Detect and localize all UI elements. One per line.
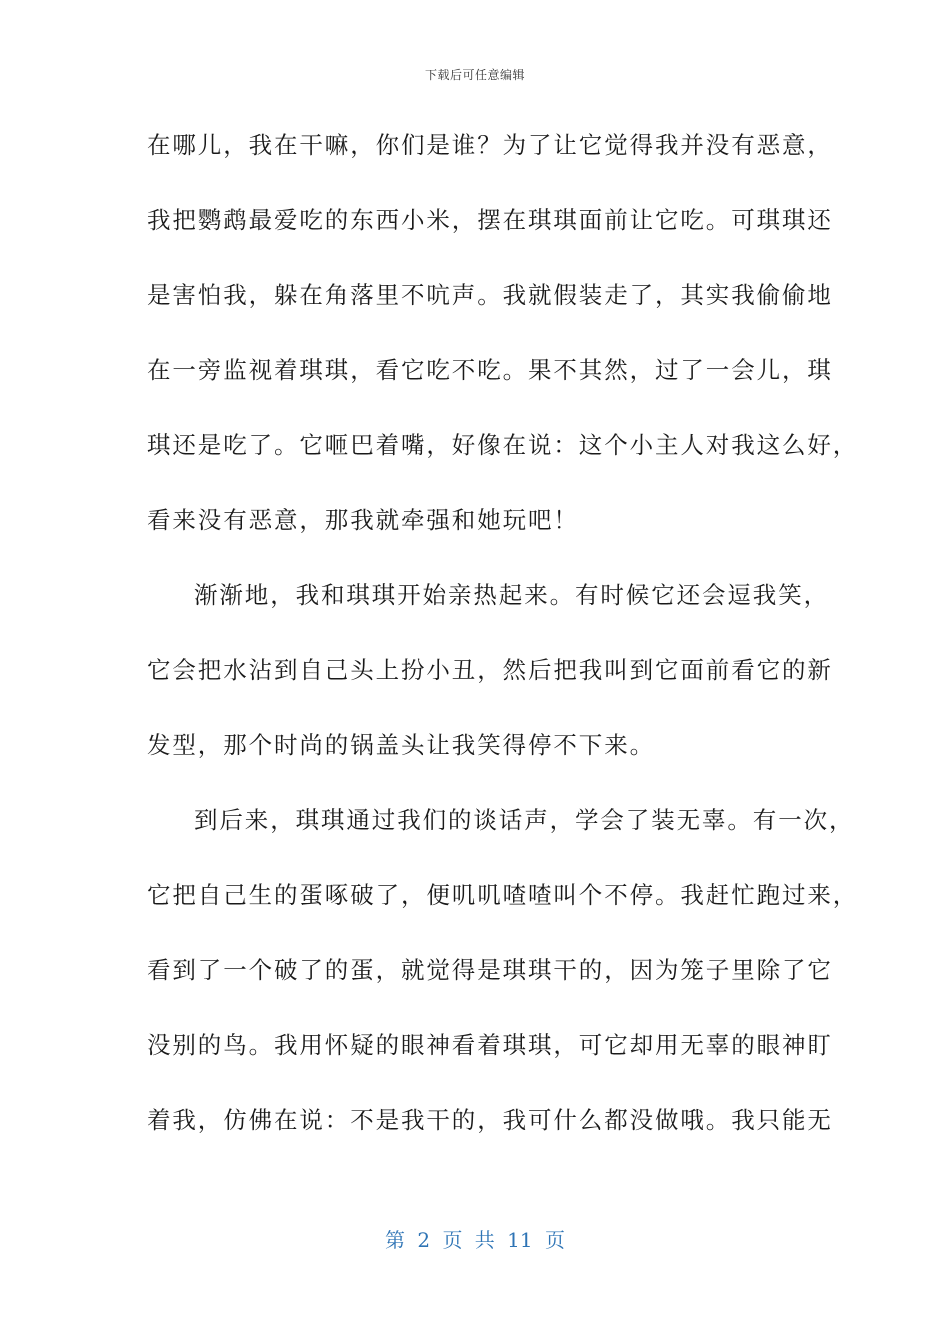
page-header: 下载后可任意编辑 [424, 68, 525, 82]
text-line: 是害怕我，躲在角落里不吭声。我就假装走了，其实我偷偷地 [147, 281, 833, 309]
text-line: 琪还是吃了。它咂巴着嘴，好像在说：这个小主人对我这么好， [147, 431, 859, 459]
text-line: 看到了一个破了的蛋，就觉得是琪琪干的，因为笼子里除了它 [147, 956, 833, 984]
page-number-footer: 第 2 页 共 11 页 [385, 1228, 565, 1252]
text-line: 看来没有恶意，那我就牵强和她玩吧！ [147, 506, 579, 534]
text-line: 它会把水沾到自己头上扮小丑，然后把我叫到它面前看它的新 [147, 656, 833, 684]
document-body [147, 120, 859, 1170]
text-line: 在一旁监视着琪琪，看它吃不吃。果不其然，过了一会儿，琪 [147, 356, 833, 384]
text-line: 在哪儿，我在干嘛，你们是谁？为了让它觉得我并没有恶意， [147, 131, 833, 159]
text-line: 它把自己生的蛋啄破了，便叽叽喳喳叫个不停。我赶忙跑过来， [147, 881, 859, 909]
text-line: 没别的鸟。我用怀疑的眼神看着琪琪，可它却用无辜的眼神盯 [147, 1031, 833, 1059]
paragraph-start-line: 到后来，琪琪通过我们的谈话声，学会了装无辜。有一次， [194, 806, 855, 834]
text-line: 发型，那个时尚的锅盖头让我笑得停不下来。 [147, 731, 655, 759]
paragraph-start-line: 渐渐地，我和琪琪开始亲热起来。有时候它还会逗我笑， [194, 581, 829, 609]
text-line: 我把鹦鹉最爱吃的东西小米，摆在琪琪面前让它吃。可琪琪还 [147, 206, 833, 234]
text-line: 着我，仿佛在说：不是我干的，我可什么都没做哦。我只能无 [147, 1106, 833, 1134]
